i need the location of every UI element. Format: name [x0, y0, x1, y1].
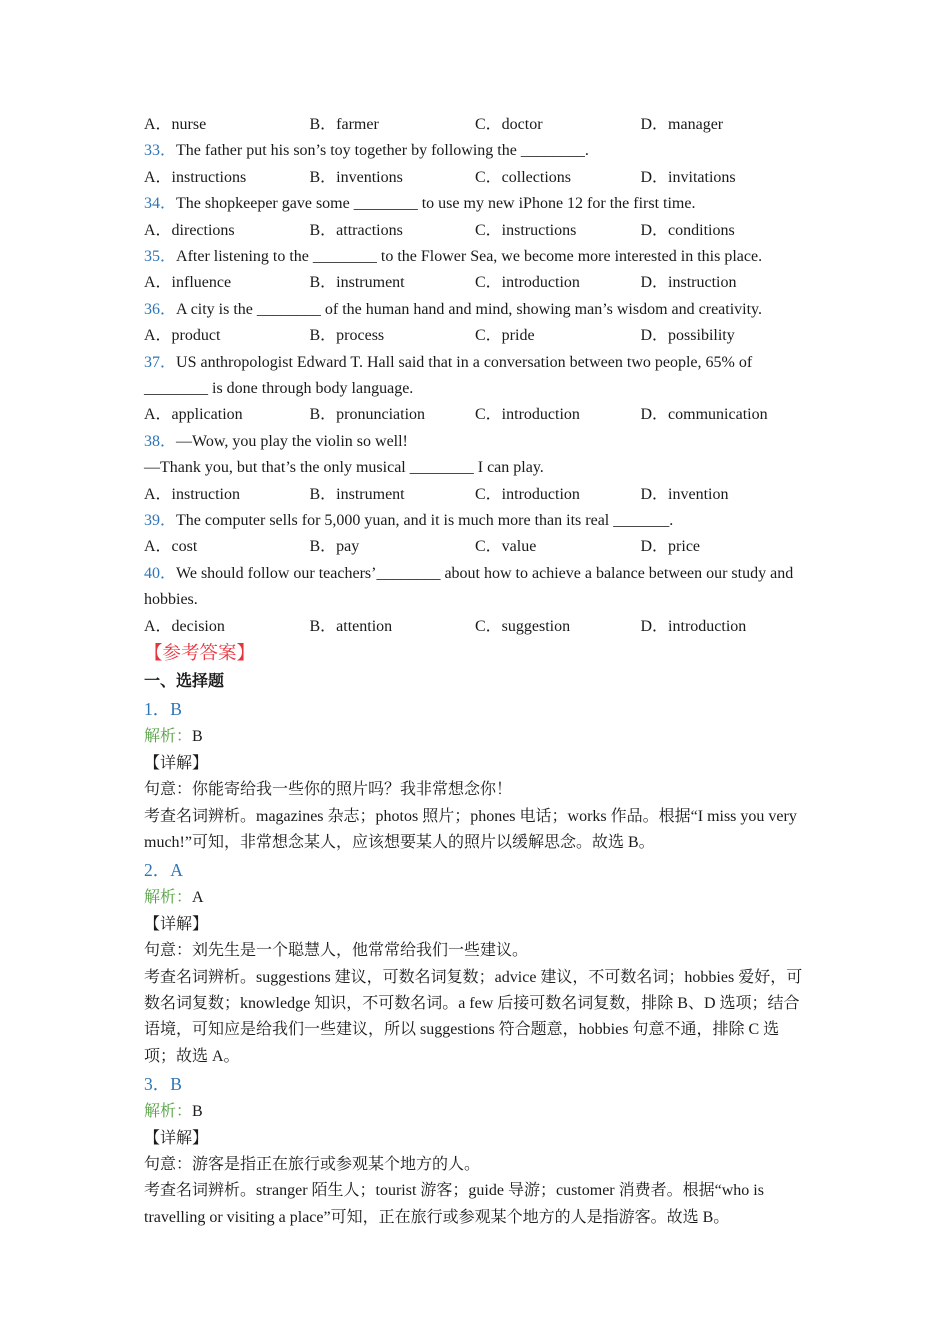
question-33 [144, 138, 808, 164]
answer-2-meaning: 句意：刘先生是一个聪慧人，他常常给我们一些建议。 [144, 942, 529, 960]
q33-options [144, 165, 808, 191]
question-stem: A city is the ________ of the human hand and mind, showing man’s wisdom and creativity. [176, 300, 763, 318]
question-stem: —Wow, you play the violin so well! [176, 432, 408, 450]
q39-options [144, 534, 808, 560]
option-a: A．directions [144, 221, 235, 239]
option-c: C．pride [475, 327, 535, 345]
option-a: A．nurse [144, 116, 207, 133]
option-a: A．product [144, 327, 221, 345]
detail-label: 【详解】 [144, 915, 209, 933]
detail-label: 【详解】 [144, 1129, 209, 1147]
answer-number: 3． [144, 1074, 171, 1095]
document-body [144, 112, 808, 1231]
option-c: C．instructions [475, 221, 577, 239]
analysis-label: 解析： [144, 728, 193, 746]
option-b: B．pay [309, 538, 360, 556]
option-d: D．manager [640, 116, 724, 133]
question-38-reply: —Thank you, but that’s the only musical ________ I can play. [144, 459, 544, 477]
option-d: D．introduction [640, 617, 747, 635]
option-a: A．decision [144, 617, 225, 635]
answer-3-header [144, 1070, 808, 1099]
section-title: 一、选择题 [144, 672, 225, 690]
question-number: 33． [144, 142, 177, 160]
option-d: D．conditions [640, 221, 735, 239]
question-number: 36． [144, 300, 177, 318]
question-40 [144, 561, 808, 614]
question-number: 35． [144, 247, 177, 265]
q32-options [144, 112, 808, 138]
question-39 [144, 508, 808, 534]
analysis-label: 解析： [144, 1103, 193, 1121]
question-number: 40． [144, 564, 177, 582]
option-b: B．farmer [309, 116, 379, 133]
q38-options [144, 482, 808, 508]
option-d: D．communication [640, 406, 768, 424]
question-34 [144, 191, 808, 217]
option-b: B．instrument [309, 485, 405, 503]
question-stem: US anthropologist Edward T. Hall said that in a conversation between two people, 65% of ________ is done through body language. [144, 353, 753, 397]
question-36 [144, 297, 808, 323]
question-number: 39． [144, 511, 177, 529]
answer-letter: B [170, 1074, 182, 1095]
option-c: C．value [475, 538, 537, 556]
question-stem: The computer sells for 5,000 yuan, and it is much more than its real _______. [176, 511, 674, 529]
answer-1-meaning: 句意：你能寄给我一些你的照片吗？我非常想念你！ [144, 781, 513, 799]
answer-number: 1． [144, 699, 171, 720]
answer-1-explanation: 考查名词辨析。magazines 杂志；photos 照片；phones 电话；works 作品。根据“I miss you very much!”可知，非常想念某人，应该想要某人的照片以缓解思念。故选 B。 [144, 807, 797, 852]
answer-number: 2． [144, 860, 171, 881]
answer-1-analysis [144, 724, 808, 750]
answer-3-analysis [144, 1099, 808, 1125]
option-a: A．influence [144, 274, 232, 292]
question-35 [144, 244, 808, 270]
option-c: C．introduction [475, 406, 580, 424]
option-b: B．attractions [309, 221, 403, 239]
analysis-label: 解析： [144, 889, 193, 907]
analysis-value: B [192, 1103, 203, 1121]
answer-letter: A [170, 860, 183, 881]
question-stem: The father put his son’s toy together by following the ________. [176, 142, 589, 160]
option-a: A．instructions [144, 168, 247, 186]
answer-3-explanation: 考查名词辨析。stranger 陌生人；tourist 游客；guide 导游；customer 消费者。根据“who is travelling or visiting a place”可知，正在旅行或参观某个地方的人是指游客。故选 B。 [144, 1182, 764, 1226]
question-number: 34． [144, 195, 177, 213]
q37-options [144, 402, 808, 428]
option-c: C．collections [475, 168, 571, 186]
option-a: A．application [144, 406, 243, 424]
option-a: A．cost [144, 538, 198, 556]
question-number: 38． [144, 432, 177, 450]
answer-2-analysis [144, 885, 808, 911]
detail-label: 【详解】 [144, 754, 209, 772]
option-d: D．invention [640, 485, 729, 503]
option-d: D．instruction [640, 274, 737, 292]
question-stem: We should follow our teachers’________ about how to achieve a balance between our study and hobbies. [144, 564, 794, 609]
question-number: 37． [144, 353, 177, 371]
analysis-value: A [192, 889, 204, 907]
question-37 [144, 350, 808, 403]
q35-options [144, 270, 808, 296]
answer-letter: B [170, 699, 182, 720]
option-b: B．inventions [309, 168, 403, 186]
option-c: C．suggestion [475, 617, 571, 635]
answer-1-header [144, 695, 808, 724]
option-b: B．attention [309, 617, 393, 635]
answer-3-meaning: 句意：游客是指正在旅行或参观某个地方的人。 [144, 1156, 481, 1174]
option-c: C．introduction [475, 485, 580, 503]
option-c: C．introduction [475, 274, 580, 292]
option-d: D．possibility [640, 327, 735, 345]
q34-options [144, 218, 808, 244]
question-38 [144, 429, 808, 455]
answer-2-header [144, 856, 808, 885]
option-c: C．doctor [475, 116, 543, 133]
option-d: D．invitations [640, 168, 736, 186]
answers-title: 【参考答案】 [144, 643, 256, 664]
question-stem: After listening to the ________ to the Flower Sea, we become more interested in this place. [176, 247, 763, 265]
q36-options [144, 323, 808, 349]
option-a: A．instruction [144, 485, 240, 503]
option-d: D．price [640, 538, 701, 556]
answer-2-explanation: 考查名词辨析。suggestions 建议，可数名词复数；advice 建议，不可数名词；hobbies 爱好，可数名词复数；knowledge 知识，不可数名词。a few 后接可数名词复数，排除 B、D 选项；结合语境，可知应是给我们一些建议，所以 suggestions 符合题意，hobbies 句意不通，排除 C 选项；故选 A。 [144, 968, 803, 1065]
option-b: B．pronunciation [309, 406, 426, 424]
analysis-value: B [192, 728, 203, 746]
option-b: B．process [309, 327, 385, 345]
option-b: B．instrument [309, 274, 405, 292]
question-stem: The shopkeeper gave some ________ to use my new iPhone 12 for the first time. [176, 195, 696, 213]
q40-options [144, 614, 808, 640]
